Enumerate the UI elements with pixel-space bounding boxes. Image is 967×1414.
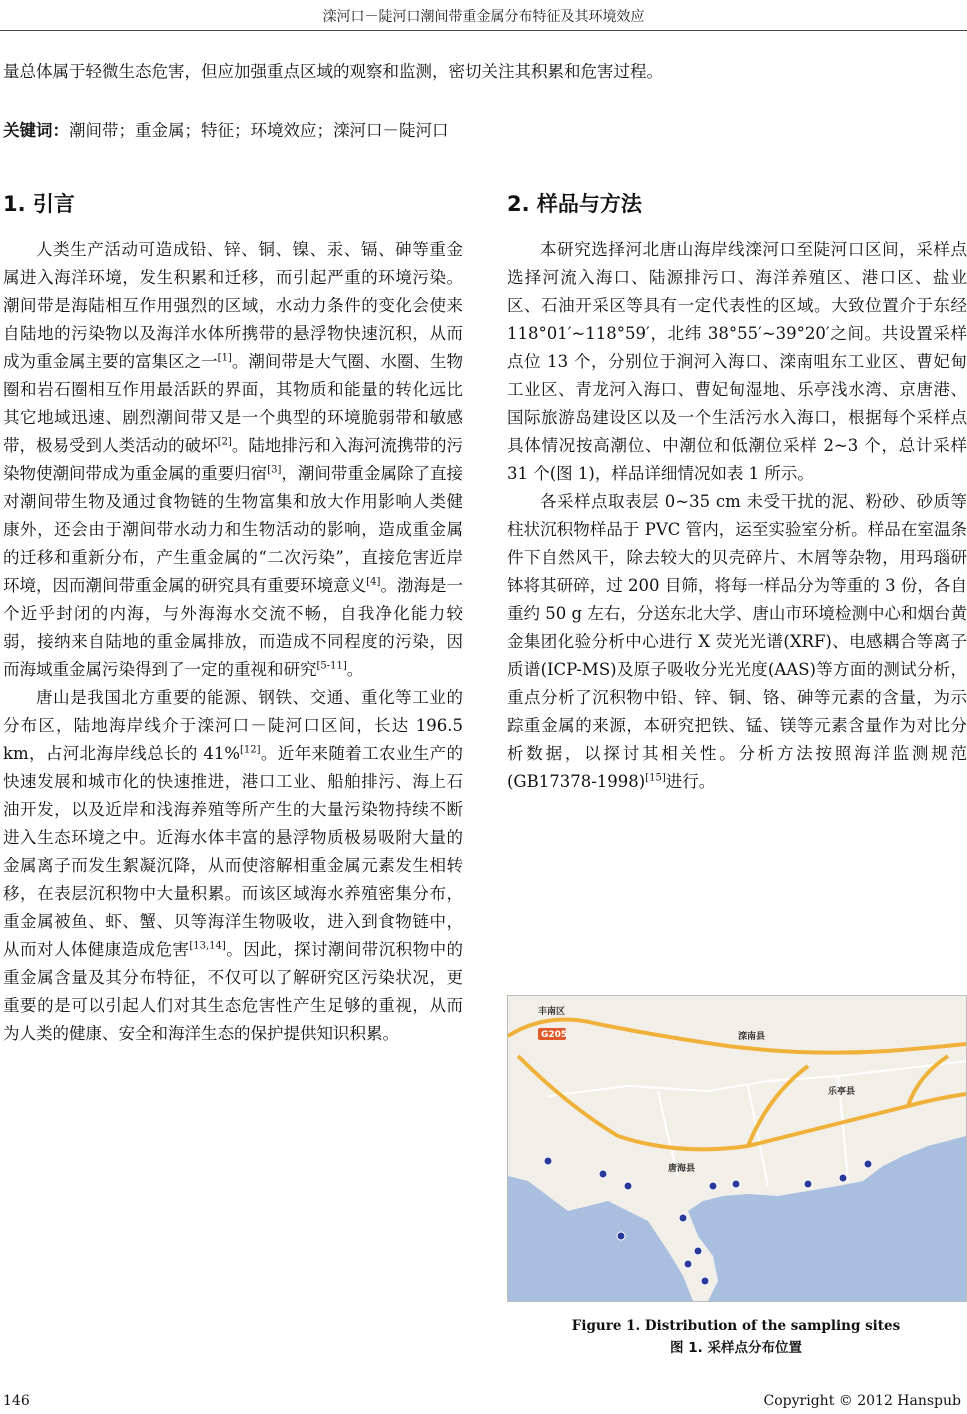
keywords-line [3,117,963,141]
sampling-site-marker [684,1260,692,1268]
section-2-paragraph-1: 本研究选择河北唐山海岸线滦河口至陡河口区间，采样点选择河流入海口、陆源排污口、海洋养殖区、港口区、盐业区、石油开采区等具有一定代表性的区域。大致位置介于东经 118°01′~118°59′，北纬 38°55′~39°20′之间。共设置采样点位 13 个，分别位于涧河入海口、滦南咀东工业区、曹妃甸工业区、青龙河入海口、曹妃甸湿地、乐亭浅水湾、京唐港、国际旅游岛建设区以及一个生活污水入海口，根据每个采样点具体情况按高潮位、中潮位和低潮位采样 2~3 个，总计采样 31 个(图 1)，样品详细情况如表 1 所示。 [507,240,967,483]
citation-ref[interactable]: [15] [645,772,666,784]
sampling-site-marker [709,1182,717,1190]
header-rule [0,30,967,31]
citation-ref[interactable]: [5-11] [316,660,347,672]
sampling-site-marker [694,1247,702,1255]
sampling-site-marker [624,1182,632,1190]
sampling-site-marker [679,1214,687,1222]
running-title: 滦河口－陡河口潮间带重金属分布特征及其环境效应 [322,9,645,25]
citation-ref[interactable]: [13,14] [189,940,226,952]
right-column [507,188,967,796]
map-label-luannan: 滦南县 [738,1032,766,1042]
sampling-site-marker [599,1170,607,1178]
citation-ref[interactable]: [3] [267,464,282,476]
citation-ref[interactable]: [1] [217,352,232,364]
citation-ref[interactable]: [4] [366,576,381,588]
map-label-laoting: 乐亭县 [828,1087,856,1097]
sampling-site-marker [864,1160,872,1168]
sampling-site-marker [544,1157,552,1165]
sampling-site-marker [804,1180,812,1188]
sampling-site-marker [839,1174,847,1182]
sampling-site-marker [701,1277,709,1285]
page-number: 146 [3,1393,30,1409]
map-label-fengnan: 丰南区 [538,1007,566,1017]
left-column [3,188,463,1048]
map-graphic [508,996,966,1301]
abstract-tail: 量总体属于轻微生态危害，但应加强重点区域的观察和监测，密切关注其积累和危害过程。 [3,62,663,81]
sampling-site-map [507,995,967,1302]
sampling-site-marker [732,1180,740,1188]
keywords-text: 潮间带；重金属；特征；环境效应；滦河口－陡河口 [69,121,449,140]
citation-ref[interactable]: [12] [240,744,261,756]
figure-caption-zh: 图 1. 采样点分布位置 [670,1340,802,1356]
road-sign-label: G205 [541,1030,568,1040]
copyright-notice: Copyright © 2012 Hanspub [763,1393,961,1409]
section-1-heading: 1. 引言 [3,192,75,216]
keywords-label: 关键词： [3,121,69,140]
sampling-site-marker [617,1232,625,1240]
section-1-paragraph-2: 唐山是我国北方重要的能源、钢铁、交通、重化等工业的分布区，陆地海岸线介于滦河口－陡河口区间，长达 196.5 km，占河北海岸线总长的 41%[12]。近年来随着工农业生产的快速发展和城市化的快速推进，港口工业、船舶排污、海上石油开发，以及近岸和浅海养殖等所产生的大量污染物持续不断进入生态环境之中。近海水体丰富的悬浮物质极易吸附大量的金属离子而发生絮凝沉降，从而使溶解相重金属元素发生相转移，在表层沉积物中大量积累。而该区域海水养殖密集分布，重金属被鱼、虾、蟹、贝等海洋生物吸收，进入到食物链中，从而对人体健康造成危害[13,14]。因此，探讨潮间带沉积物中的重金属含量及其分布特征，不仅可以了解研究区污染状况，更重要的是可以引起人们对其生态危害性产生足够的重视，从而为人类的健康、安全和海洋生态的保护提供知识积累。 [3,688,464,1043]
section-1-paragraph-1: 人类生产活动可造成铅、锌、铜、镍、汞、镉、砷等重金属进入海洋环境，发生积累和迁移，而引起严重的环境污染。潮间带是海陆相互作用强烈的区域，水动力条件的变化会使来自陆地的污染物以及海洋水体所携带的悬浮物快速沉积，从而成为重金属主要的富集区之一[1]。潮间带是大气圈、水圈、生物圈和岩石圈相互作用最活跃的界面，其物质和能量的转化远比其它地域迅速、剧烈潮间带又是一个典型的环境脆弱带和敏感带，极易受到人类活动的破坏[2]。陆地排污和入海河流携带的污染物使潮间带成为重金属的重要归宿[3]，潮间带重金属除了直接对潮间带生物及通过食物链的生物富集和放大作用影响人类健康外，还会由于潮间带水动力和生物活动的影响，造成重金属的迁移和重新分布，产生重金属的“二次污染”，直接危害近岸环境，因而潮间带重金属的研究具有重要环境意义[4]。渤海是一个近乎封闭的内海，与外海海水交流不畅，自我净化能力较弱，接纳来自陆地的重金属排放，而造成不同程度的污染，因而海域重金属污染得到了一定的重视和研究[5-11]。 [3,240,464,679]
section-2-paragraph-2: 各采样点取表层 0~35 cm 未受干扰的泥、粉砂、砂质等柱状沉积物样品于 PVC 管内，运至实验室分析。样品在室温条件下自然风干，除去较大的贝壳碎片、木屑等杂物，用玛瑙研钵将其研碎，过 200 目筛，将每一样品分为等重的 3 份，各自重约 50 g 左右，分送东北大学、唐山市环境检测中心和烟台黄金集团化验分析中心进行 X 荧光光谱(XRF)、电感耦合等离子质谱(ICP-MS)及原子吸收分光光度(AAS)等方面的测试分析，重点分析了沉积物中铅、锌、铜、铬、砷等元素的含量，为示踪重金属的来源，本研究把铁、锰、镁等元素含量作为对比分析数据，以探讨其相关性。分析方法按照海洋监测规范(GB17378-1998)[15]进行。 [507,492,967,791]
section-2-heading: 2. 样品与方法 [507,192,642,216]
map-label-tanghai: 唐海县 [668,1164,696,1174]
citation-ref[interactable]: [2] [217,436,232,448]
figure-caption-en: Figure 1. Distribution of the sampling sites [571,1318,901,1334]
